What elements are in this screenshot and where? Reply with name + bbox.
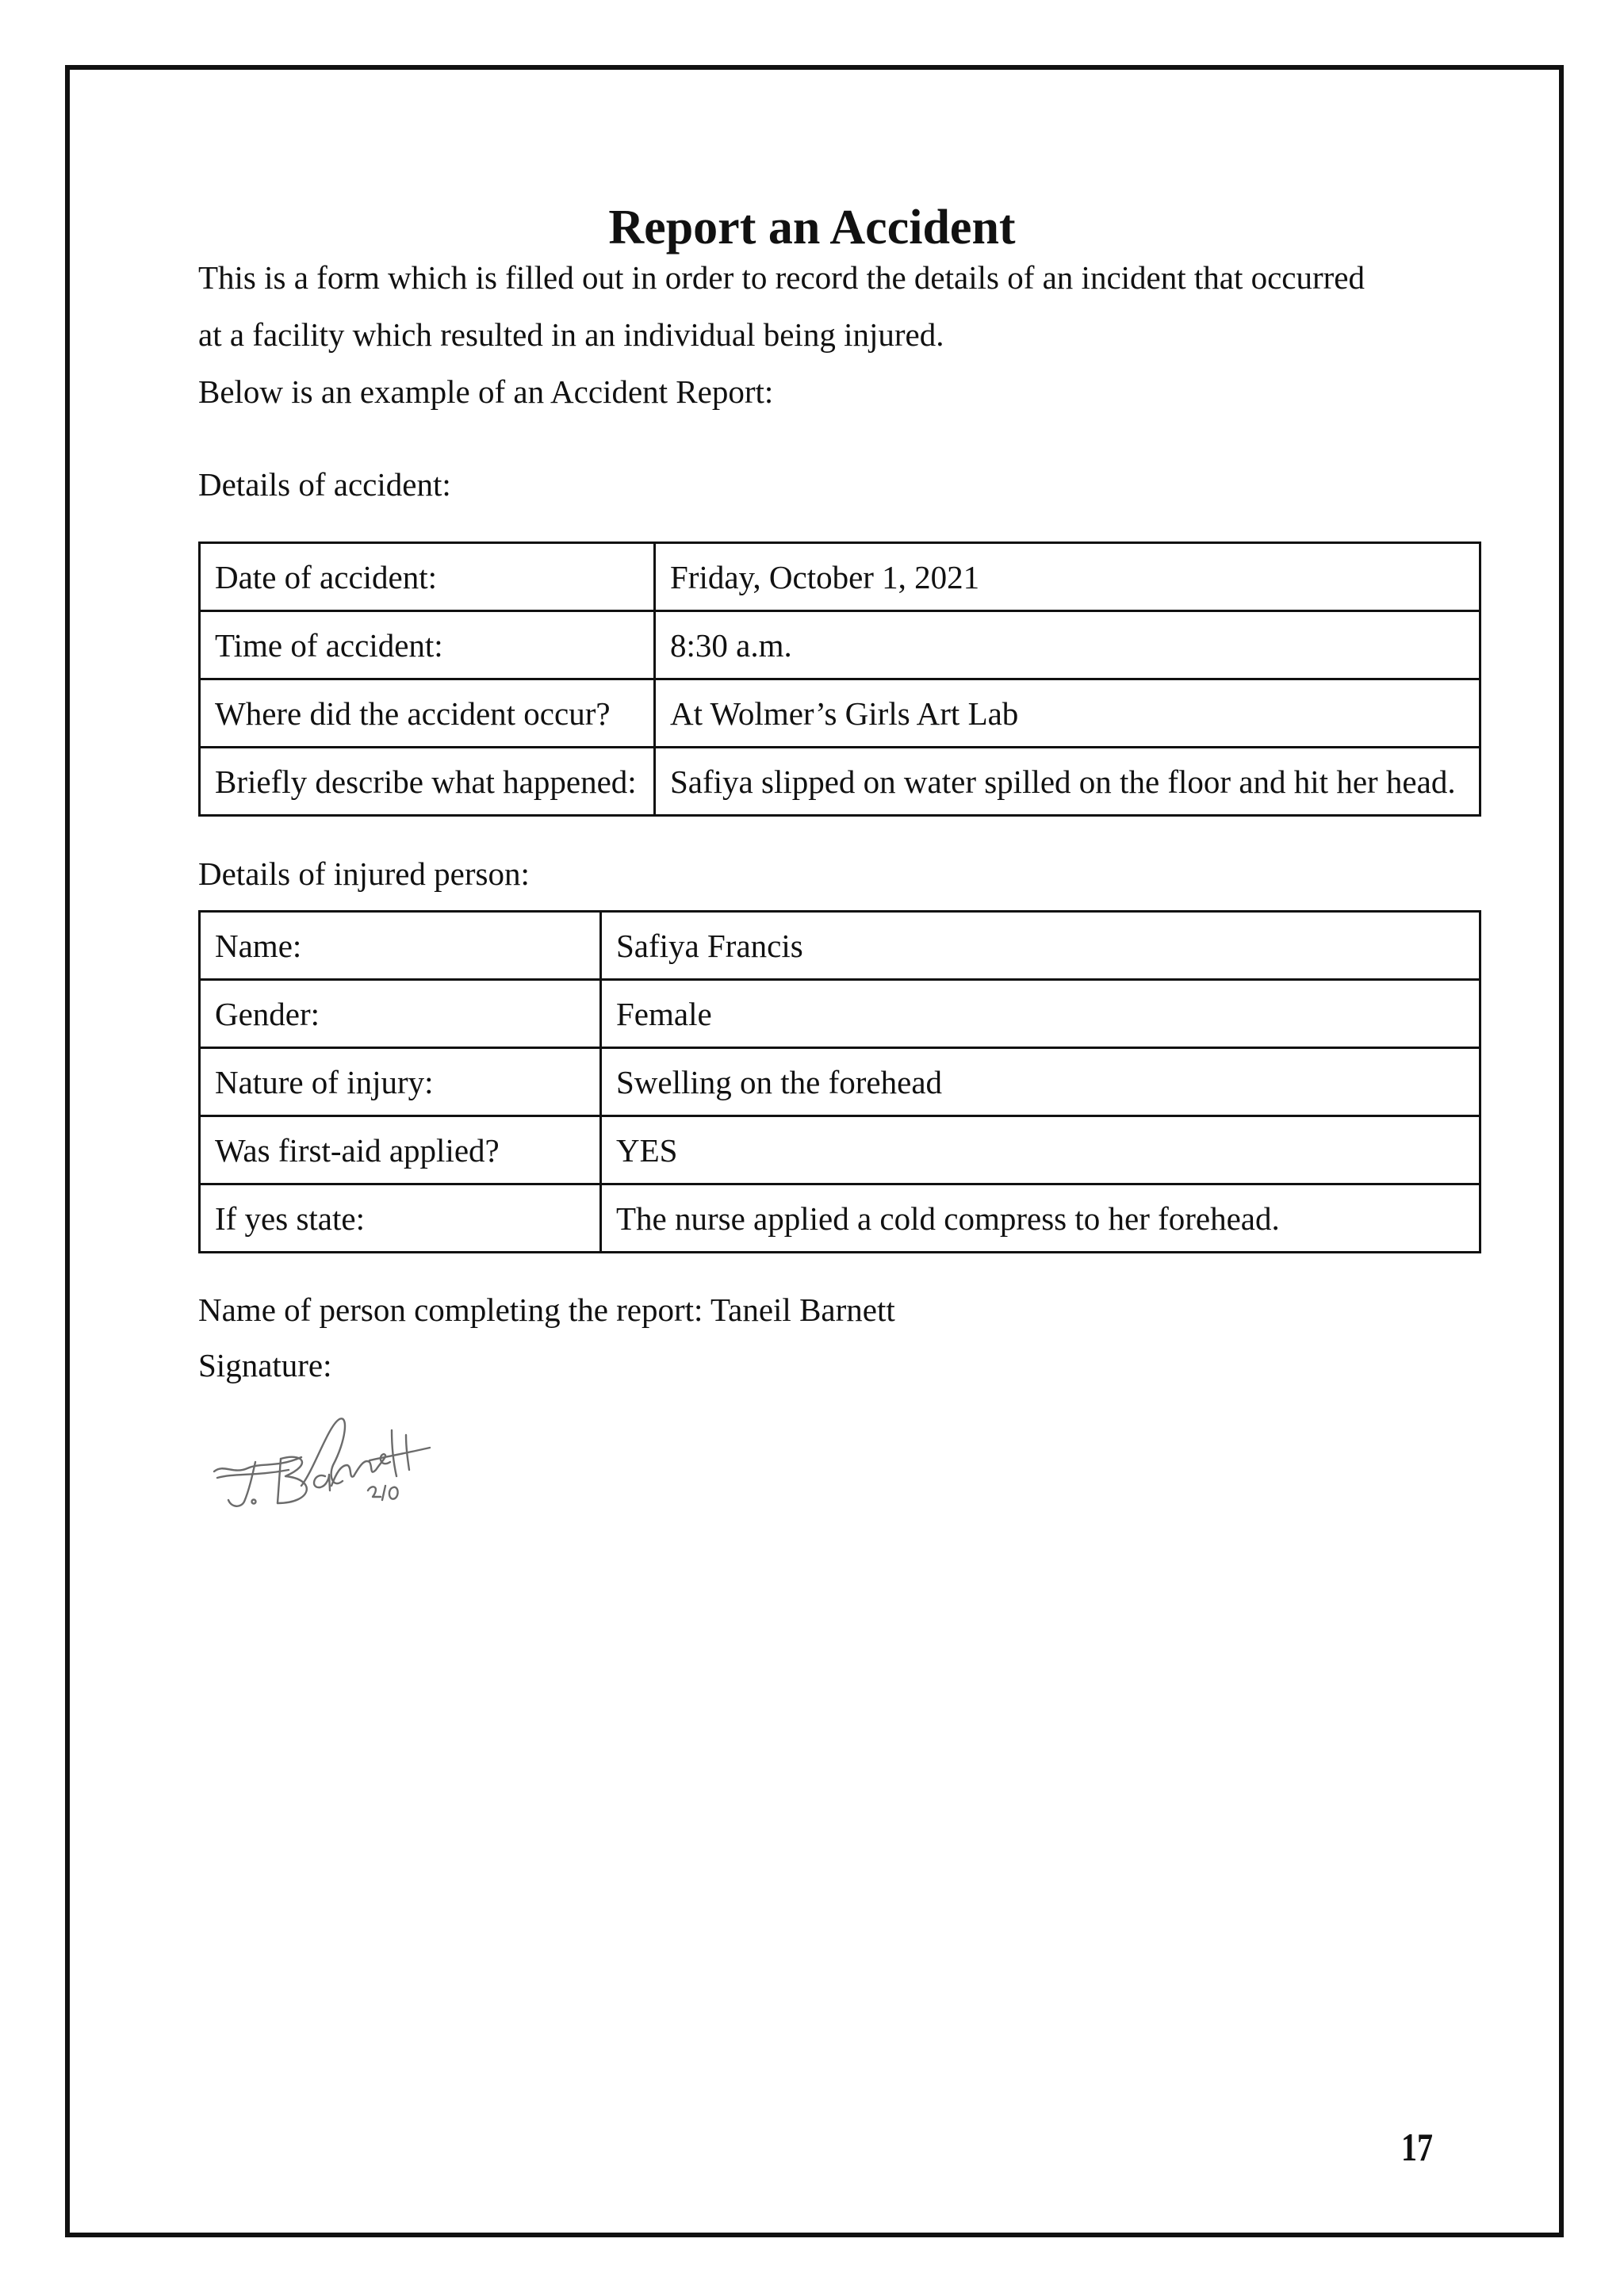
row-label: Time of accident:	[200, 611, 655, 679]
reporter-line	[198, 1281, 895, 1338]
injured-person-table	[198, 910, 1481, 1253]
row-value: Swelling on the forehead	[601, 1048, 1480, 1116]
signature-dot	[252, 1500, 256, 1504]
table-row	[200, 912, 1480, 980]
intro-line: at a facility which resulted in an individual being injured.	[198, 316, 944, 353]
row-label: Briefly describe what happened:	[200, 748, 655, 816]
row-label: Nature of injury:	[200, 1048, 601, 1116]
table-row	[200, 980, 1480, 1048]
row-label: If yes state:	[200, 1184, 601, 1253]
reporter-label: Name of person completing the report:	[198, 1292, 703, 1328]
row-value: At Wolmer’s Girls Art Lab	[655, 679, 1480, 748]
signature-stroke	[314, 1475, 330, 1490]
signature-stroke	[382, 1486, 385, 1500]
row-value: Safiya Francis	[601, 912, 1480, 980]
row-value: Female	[601, 980, 1480, 1048]
signature-stroke	[228, 1462, 255, 1506]
table-row	[200, 679, 1480, 748]
row-label: Name:	[200, 912, 601, 980]
row-value: The nurse applied a cold compress to her forehead.	[601, 1184, 1480, 1253]
signature-stroke	[389, 1487, 398, 1499]
row-label: Was first-aid applied?	[200, 1116, 601, 1184]
table-row	[200, 611, 1480, 679]
row-label: Gender:	[200, 980, 601, 1048]
signature-stroke	[370, 1448, 430, 1460]
signature-stroke	[392, 1430, 396, 1476]
signature-stroke	[368, 1487, 381, 1497]
row-label: Where did the accident occur?	[200, 679, 655, 748]
row-value: Safiya slipped on water spilled on the floor and hit her head.	[655, 748, 1480, 816]
table-row	[200, 543, 1480, 611]
row-label: Date of accident:	[200, 543, 655, 611]
intro-paragraph	[198, 249, 1365, 420]
reporter-name: Taneil Barnett	[710, 1292, 895, 1328]
row-value: Friday, October 1, 2021	[655, 543, 1480, 611]
signature-image	[213, 1413, 442, 1516]
table-row	[200, 1048, 1480, 1116]
page-number: 17	[1401, 2125, 1433, 2169]
intro-line: This is a form which is filled out in order to record the details of an incident that occurred	[198, 259, 1365, 296]
accident-details-table	[198, 541, 1481, 817]
injured-section-heading: Details of injured person:	[198, 855, 530, 892]
signature-label: Signature:	[198, 1347, 332, 1383]
table-row	[200, 1184, 1480, 1253]
signature-stroke	[278, 1459, 281, 1503]
page-title: Report an Accident	[608, 201, 1016, 254]
row-value: 8:30 a.m.	[655, 611, 1480, 679]
row-value: YES	[601, 1116, 1480, 1184]
table-row	[200, 748, 1480, 816]
accident-section-heading: Details of accident:	[198, 466, 451, 503]
intro-line: Below is an example of an Accident Report:	[198, 373, 774, 410]
table-row	[200, 1116, 1480, 1184]
